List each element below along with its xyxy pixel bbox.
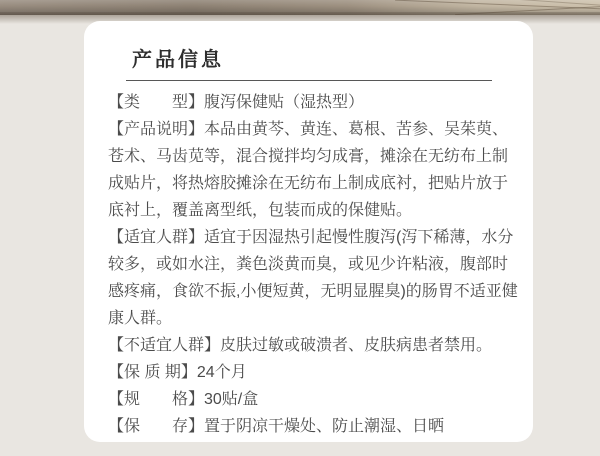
- field-suitable: 【适宜人群】适宜于因湿热引起慢性腹泻(泻下稀薄，水分较多，或如水注，粪色淡黄而臭，或见少许粘液，腹部时感疼痛，食欲不振,小便短黄，无明显腥臭)的肠胃不适亚健康人群。: [108, 229, 518, 327]
- field-unsuitable: 【不适宜人群】皮肤过敏或破溃者、皮肤病患者禁用。: [108, 337, 493, 354]
- field-type: 【类 型】腹泻保健贴（湿热型）: [108, 94, 365, 111]
- section-title: 产品信息: [132, 49, 224, 71]
- field-shelf-life: 【保 质 期】24个月: [108, 364, 247, 381]
- product-info-card: [84, 21, 533, 442]
- title-divider: [126, 80, 492, 81]
- wood-table-edge: [0, 0, 600, 15]
- product-details: [108, 89, 520, 440]
- field-spec: 【规 格】30贴/盒: [108, 391, 259, 408]
- field-storage: 【保 存】置于阴凉干燥处、防止潮湿、日晒: [108, 418, 445, 435]
- wood-grain-line: [455, 6, 600, 15]
- field-description: 【产品说明】本品由黄芩、黄连、葛根、苦参、吴茱萸、苍术、马齿苋等，混合搅拌均匀成膏，摊涂在无纺布上制成贴片，将热熔胶摊涂在无纺布上制成底衬，把贴片放于底衬上，覆盖离型纸，包装而成的保健贴。: [108, 121, 509, 219]
